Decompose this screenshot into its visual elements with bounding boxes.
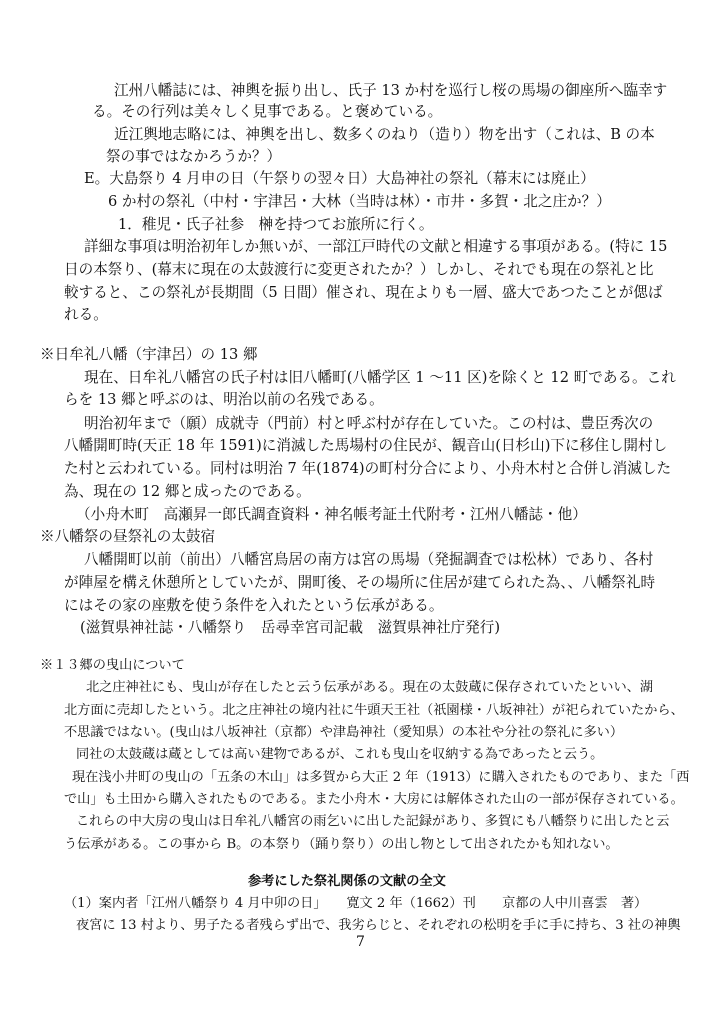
section-heading: ※日牟礼八幡（宇津呂）の 13 郷: [40, 346, 258, 363]
text-line: 6 か村の祭礼（中村・宇津呂・大林（当時は林）・市井・多賀・北之庄か？）: [108, 193, 611, 210]
text-line: 北方面に売却したという。北之庄神社の境内社に牛頭天王社（祇園様・八坂神社）が祀られていたから、: [64, 703, 684, 718]
text-line: 夜宮に 13 村より、男子たる者残らず出で、我劣らじと、それぞれの松明を手に手に持ち、3 社の神輿: [76, 918, 681, 933]
text-line: う伝承がある。この事から B。の本祭り（踊り祭り）の出し物として出されたかも知れない。: [64, 837, 619, 852]
text-line: 現在、日牟礼八幡宮の氏子村は旧八幡町(八幡学区 1 〜11 区)を除くと 12 町である。これ: [84, 369, 676, 386]
text-line: 北之庄神社にも、曳山が存在したと云う伝承がある。現在の太鼓蔵に保存されていたといい、湖: [86, 680, 654, 695]
text-line: にはその家の座敷を使う条件を入れたという伝承がある。: [64, 597, 444, 614]
text-line: 八幡開町時(天正 18 年 1591)に消滅した馬場村の住民が、観音山(日杉山)下に移住し開村し: [64, 437, 668, 454]
text-line: 近江輿地志略には、神輿を出し、数多くのねり（造り）物を出す（これは、B の本: [114, 126, 655, 143]
text-line: 現在浅小井町の曳山の「五条の木山」は多賀から大正 2 年（1913）に購入されたものであり、また「西: [72, 770, 690, 785]
section-heading: ※八幡祭の昼祭礼の太鼓宿: [40, 528, 216, 545]
text-line: 為、現在の 12 郷と成ったのである。: [64, 483, 311, 500]
text-line: 不思議ではない。(曳山は八坂神社（京都）や津島神社（愛知県）の本社や分社の祭礼に多い）: [64, 725, 624, 740]
text-line: 祭の事ではなかろうか？）: [106, 148, 282, 165]
text-line: れる。: [64, 306, 108, 323]
text-line: これらの中大房の曳山は日牟礼八幡宮の雨乞いに出した記録があり、多賀にも八幡祭りに出したと云: [76, 814, 670, 829]
text-line: 明治初年まで（願）成就寺（門前）村と呼ぶ村が存在していた。この村は、豊臣秀次の: [84, 415, 654, 432]
section-heading: E。大島祭り 4 月申の日（午祭りの翌々日）大島神社の祭礼（幕末には廃止）: [84, 170, 595, 187]
references-heading: 参考にした祭礼関係の文献の全文: [248, 874, 446, 889]
citation: (滋賀県神社誌・八幡祭り 岳尋幸宮司記載 滋賀県神社庁発行): [80, 619, 501, 636]
text-line: る。その行列は美々しく見事である。と褒めている。: [92, 103, 443, 120]
text-line: 詳細な事項は明治初年しか無いが、一部江戸時代の文献と相違する事項がある。(特に 15: [84, 238, 668, 255]
page-number: 7: [356, 934, 365, 950]
citation: （小舟木町 高瀬昇一郎氏調査資料・神名帳考証土代附考・江州八幡誌・他）: [76, 506, 587, 523]
text-line: 同社の太鼓蔵は蔵としては高い建物であるが、これも曳山を収納する為であったと云う。: [76, 747, 604, 762]
reference-entry: （1）案内者「江州八幡祭り 4 月中卯の日」 寛文 2 年（1662）刊 京都の人中川喜雲 著）: [64, 896, 648, 911]
text-line: らを 13 郷と呼ぶのは、明治以前の名残である。: [64, 391, 384, 408]
text-line: 較すると、この祭礼が長期間（5 日間）催され、現在よりも一層、盛大であつたことが偲ば: [64, 284, 663, 301]
text-line: 八幡開町以前（前出）八幡宮鳥居の南方は宮の馬場（発掘調査では松林）であり、各村: [84, 551, 654, 568]
text-line: 江州八幡誌には、神輿を振り出し、氏子 13 か村を巡行し桜の馬場の御座所へ臨幸す: [114, 82, 668, 99]
section-heading: ※１３郷の曳山について: [40, 658, 185, 673]
list-item: 1．稚児・氏子社参 榊を持つてお旅所に行く。: [118, 216, 434, 233]
text-line: 日の本祭り、(幕末に現在の太鼓渡行に変更されたか？）しかし、それでも現在の祭礼と比: [64, 261, 654, 278]
text-line: で山」も土田から購入されたものである。また小舟木・大房には解体された山の一部が保存されている。: [64, 792, 684, 807]
text-line: た村と云われている。同村は明治 7 年(1874)の町村分合により、小舟木村と合併し消滅した: [64, 460, 672, 477]
text-line: が陣屋を構え休憩所としていたが、開町後、その場所に住居が建てられた為、、八幡祭礼時: [64, 574, 656, 591]
